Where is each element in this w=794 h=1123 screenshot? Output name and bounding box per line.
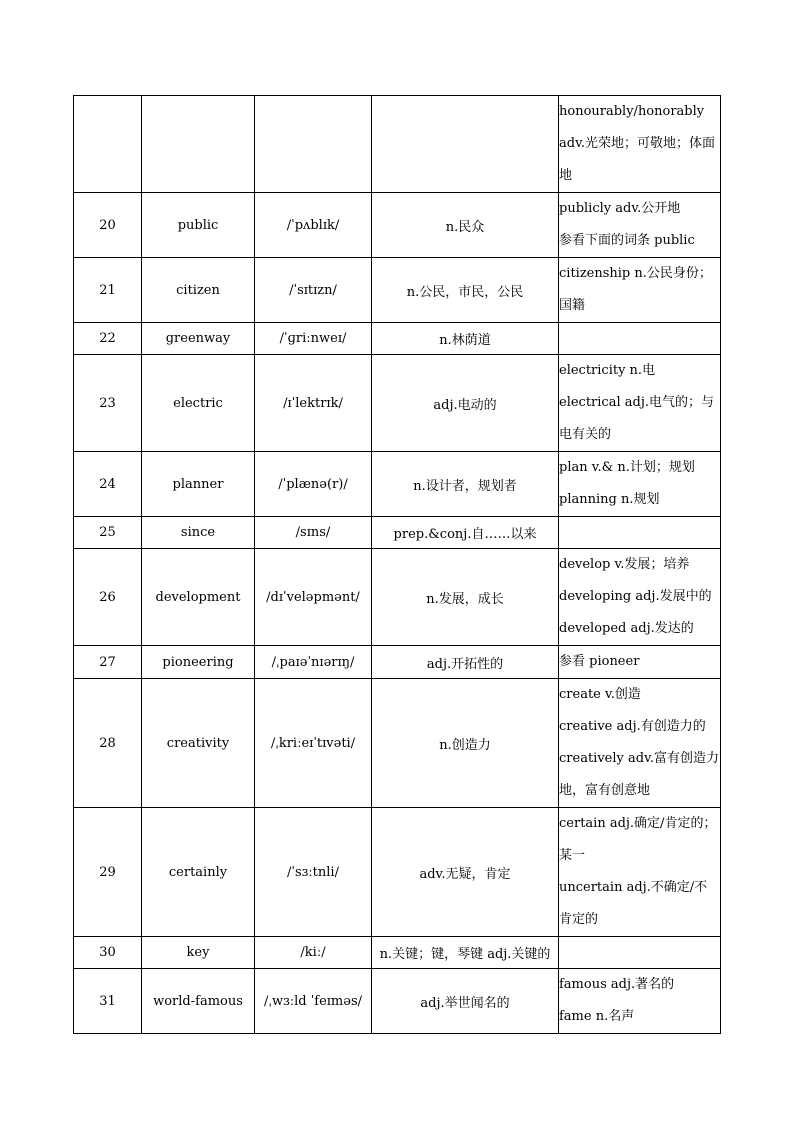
vocabulary-table-body — [74, 96, 721, 1034]
row-note-line: electricity n.电 — [559, 363, 656, 378]
row-phonetic: /ˌwɜːld ˈfeɪməs/ — [255, 969, 372, 1034]
row-word: pioneering — [142, 646, 255, 679]
row-note-line: developing adj.发展中的 — [559, 589, 712, 604]
table-row — [74, 452, 721, 517]
row-note-line: fame n.名声 — [559, 1009, 635, 1024]
row-note-line: develop v.发展；培养 — [559, 557, 690, 572]
row-meaning: adj.举世闻名的 — [372, 969, 559, 1034]
row-note-line: uncertain adj.不确定/不肯定的 — [559, 880, 708, 927]
row-number: 21 — [74, 258, 142, 323]
row-phonetic: /ˈɡriːnweɪ/ — [255, 323, 372, 355]
row-meaning: n.公民，市民，公民 — [372, 258, 559, 323]
table-row — [74, 808, 721, 937]
row-note-line: certain adj.确定/肯定的；某一 — [559, 816, 717, 863]
row-word: development — [142, 549, 255, 646]
row-note-line: 参看 pioneer — [559, 654, 640, 669]
row-number: 27 — [74, 646, 142, 679]
row-word — [142, 96, 255, 193]
table-row — [74, 355, 721, 452]
row-notes — [559, 96, 721, 193]
row-notes — [559, 646, 721, 679]
row-notes — [559, 937, 721, 969]
table-row — [74, 323, 721, 355]
row-note-line: famous adj.著名的 — [559, 977, 675, 992]
row-phonetic: /dɪˈveləpmənt/ — [255, 549, 372, 646]
row-number: 24 — [74, 452, 142, 517]
row-phonetic: /ˌkriːeɪˈtɪvəti/ — [255, 679, 372, 808]
table-row — [74, 193, 721, 258]
table-row — [74, 937, 721, 969]
row-meaning — [372, 96, 559, 193]
row-number: 20 — [74, 193, 142, 258]
row-note-line: adv.光荣地；可敬地；体面地 — [559, 136, 716, 183]
row-phonetic: /ˈsɜːtnli/ — [255, 808, 372, 937]
row-notes — [559, 258, 721, 323]
row-number: 22 — [74, 323, 142, 355]
row-number: 25 — [74, 517, 142, 549]
row-note-line: 参看下面的词条 public — [559, 233, 695, 248]
row-number — [74, 96, 142, 193]
table-row — [74, 679, 721, 808]
row-meaning: n.发展，成长 — [372, 549, 559, 646]
row-phonetic: /ˈsɪtɪzn/ — [255, 258, 372, 323]
row-phonetic: /ɪˈlektrɪk/ — [255, 355, 372, 452]
row-notes — [559, 969, 721, 1034]
row-note-line: creatively adv.富有创造力地，富有创意地 — [559, 751, 719, 798]
row-notes — [559, 452, 721, 517]
row-note-line: publicly adv.公开地 — [559, 201, 681, 216]
row-word: certainly — [142, 808, 255, 937]
row-meaning: n.民众 — [372, 193, 559, 258]
row-phonetic: /sɪns/ — [255, 517, 372, 549]
row-word: planner — [142, 452, 255, 517]
row-word: since — [142, 517, 255, 549]
row-notes — [559, 679, 721, 808]
row-word: key — [142, 937, 255, 969]
row-phonetic: /ˌpaɪəˈnɪərɪŋ/ — [255, 646, 372, 679]
row-meaning: adj.电动的 — [372, 355, 559, 452]
row-notes — [559, 808, 721, 937]
row-notes — [559, 355, 721, 452]
row-word: greenway — [142, 323, 255, 355]
table-row — [74, 258, 721, 323]
row-word: public — [142, 193, 255, 258]
row-phonetic: /kiː/ — [255, 937, 372, 969]
row-number: 26 — [74, 549, 142, 646]
row-note-line: plan v.& n.计划；规划 — [559, 460, 695, 475]
row-number: 30 — [74, 937, 142, 969]
row-notes — [559, 549, 721, 646]
row-word: electric — [142, 355, 255, 452]
row-note-line: developed adj.发达的 — [559, 621, 694, 636]
row-meaning: n.关键；键，琴键 adj.关键的 — [372, 937, 559, 969]
row-meaning: n.林荫道 — [372, 323, 559, 355]
row-note-line: honourably/honorably — [559, 104, 705, 119]
vocabulary-table — [73, 95, 721, 1034]
row-number: 23 — [74, 355, 142, 452]
table-row — [74, 517, 721, 549]
row-phonetic: /ˈpʌblɪk/ — [255, 193, 372, 258]
row-word: creativity — [142, 679, 255, 808]
row-notes — [559, 517, 721, 549]
row-notes — [559, 193, 721, 258]
row-note-line: create v.创造 — [559, 687, 641, 702]
row-word: world-famous — [142, 969, 255, 1034]
row-note-line: citizenship n.公民身份；国籍 — [559, 266, 712, 313]
row-number: 29 — [74, 808, 142, 937]
row-phonetic — [255, 96, 372, 193]
row-number: 28 — [74, 679, 142, 808]
row-meaning: adv.无疑，肯定 — [372, 808, 559, 937]
row-meaning: n.创造力 — [372, 679, 559, 808]
row-notes — [559, 323, 721, 355]
table-row — [74, 969, 721, 1034]
table-row — [74, 646, 721, 679]
row-meaning: adj.开拓性的 — [372, 646, 559, 679]
table-row — [74, 96, 721, 193]
row-meaning: n.设计者，规划者 — [372, 452, 559, 517]
row-number: 31 — [74, 969, 142, 1034]
row-word: citizen — [142, 258, 255, 323]
row-note-line: planning n.规划 — [559, 492, 660, 507]
row-meaning: prep.&conj.自……以来 — [372, 517, 559, 549]
table-row — [74, 549, 721, 646]
row-note-line: creative adj.有创造力的 — [559, 719, 706, 734]
row-phonetic: /ˈplænə(r)/ — [255, 452, 372, 517]
row-note-line: electrical adj.电气的；与电有关的 — [559, 395, 714, 442]
